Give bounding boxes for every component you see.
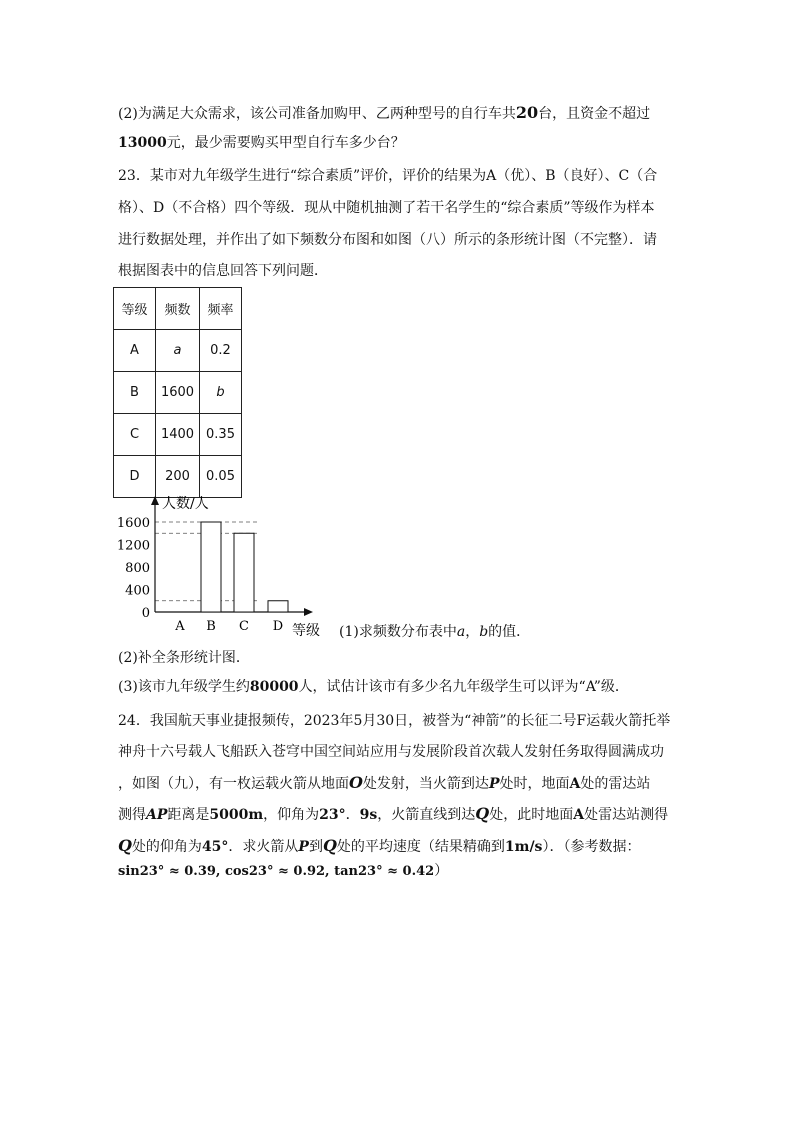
q23-part3-num: 80000 xyxy=(249,679,299,695)
table-cell: D xyxy=(114,456,156,498)
q23-part1-text: (1)求频数分布表中 xyxy=(339,624,457,640)
q23-var-b: b xyxy=(479,624,489,640)
q24-text: ） xyxy=(434,863,449,879)
table-row xyxy=(114,330,242,372)
y-tick-label: 400 xyxy=(125,583,150,599)
q23-line1: 23．某市对九年级学生进行“综合素质”评价，评价的结果为A（优）、B（良好）、C（合 xyxy=(118,168,658,184)
y-tick-label: 1600 xyxy=(116,516,150,531)
q23-line2: 格）、D（不合格）四个等级．现从中随机抽测了若干名学生的“综合素质”等级作为样本 xyxy=(118,200,655,216)
q24-text: 处的平均速度（结果精确到 xyxy=(336,839,505,855)
q23-line3: 进行数据处理，并作出了如下频数分布图和如图（八）所示的条形统计图（不完整）．请 xyxy=(118,232,657,248)
bar-chart xyxy=(110,492,340,642)
chart-y-ticks xyxy=(117,516,150,621)
q24-angle: 23° xyxy=(319,807,346,823)
y-axis-label: 人数/人 xyxy=(162,496,209,512)
frequency-table xyxy=(113,287,242,498)
table-row xyxy=(114,372,242,414)
table-cell: 0.35 xyxy=(200,414,242,456)
q24-text: 处发射，当火箭到达 xyxy=(362,776,489,792)
table-cell: 200 xyxy=(156,456,200,498)
table-header-row xyxy=(114,288,242,330)
q23-part2: (2)补全条形统计图． xyxy=(118,650,250,666)
y-axis-arrow xyxy=(151,496,159,505)
q24-point-a: A xyxy=(573,807,585,823)
chart-x-ticks xyxy=(174,619,283,634)
q24-segment-ap: AP xyxy=(146,807,168,823)
q22-money: 13000 xyxy=(118,135,167,151)
table-header-cell: 等级 xyxy=(114,288,156,330)
q23-part3 xyxy=(118,677,629,697)
x-axis-label: 等级 xyxy=(292,623,320,639)
table-cell: 1600 xyxy=(156,372,200,414)
q24-line2: 神舟十六号载人飞船跃入苍穹中国空间站应用与发展阶段首次载人发射任务取得圆满成功 xyxy=(118,744,664,760)
x-tick-label: C xyxy=(239,619,249,634)
q24-text: ．求火箭从 xyxy=(228,839,299,855)
q24-angle: 45° xyxy=(201,839,229,855)
q24-point-q: Q xyxy=(322,836,337,855)
q22-text-b: 台，且资金不超过 xyxy=(538,106,651,122)
bar-D xyxy=(268,601,288,612)
q23-part3-text-b: 人，试估计该市有多少名九年级学生可以评为“A”级． xyxy=(298,679,629,695)
q22-text-c: 元，最少需要购买甲型自行车多少台？ xyxy=(166,135,405,151)
chart-bars xyxy=(201,522,288,612)
q23-part1-text-b: 的值． xyxy=(488,624,531,640)
y-tick-label: 800 xyxy=(125,561,150,576)
table-header-cell: 频数 xyxy=(156,288,200,330)
q24-text: 到 xyxy=(308,839,323,855)
x-tick-label: B xyxy=(206,619,216,634)
bar-C xyxy=(234,533,254,612)
table-cell: a xyxy=(156,330,200,372)
table-cell: 0.2 xyxy=(200,330,242,372)
q24-line4 xyxy=(118,804,668,825)
q24-text: 处的雷达站 xyxy=(580,776,651,792)
x-tick-label: D xyxy=(272,619,284,634)
table-cell: B xyxy=(114,372,156,414)
q22-part2-line2 xyxy=(118,133,405,153)
q24-line1: 24．我国航天事业捷报频传，2023年5月30日，被誉为“神箭”的长征二号F运载火箭托举 xyxy=(118,713,671,729)
q22-part2-line1 xyxy=(118,103,650,124)
table-cell: 1400 xyxy=(156,414,200,456)
q24-text: 测得 xyxy=(118,807,146,823)
q24-text: ，如图（九），有一枚运载火箭从地面 xyxy=(118,776,349,792)
table-row xyxy=(114,414,242,456)
bar-B xyxy=(201,522,221,612)
q24-text: ，火箭直线到达 xyxy=(377,807,476,823)
y-tick-label: 0 xyxy=(141,606,150,621)
q24-point-p: P xyxy=(298,839,309,855)
table-cell: b xyxy=(200,372,242,414)
q23-part1 xyxy=(339,622,530,642)
q24-distance: 5000m xyxy=(209,807,264,823)
q24-text: ． xyxy=(345,807,360,823)
q24-line3 xyxy=(118,773,650,794)
table-cell: 0.05 xyxy=(200,456,242,498)
q23-sep: ， xyxy=(465,624,480,640)
q24-line6 xyxy=(118,861,448,882)
q24-unit: 1m/s xyxy=(504,839,543,855)
table-cell: A xyxy=(114,330,156,372)
q23-part3-text: (3)该市九年级学生约 xyxy=(118,679,250,695)
table-cell: C xyxy=(114,414,156,456)
q22-text: (2)为满足大众需求，该公司准备加购甲、乙两种型号的自行车共 xyxy=(118,106,516,122)
q24-text: 处雷达站测得 xyxy=(584,807,669,823)
y-tick-label: 1200 xyxy=(116,538,150,554)
q24-point-o: O xyxy=(349,773,363,792)
q24-time: 9s xyxy=(359,807,378,823)
q24-point-a: A xyxy=(569,776,581,792)
q23-line4: 根据图表中的信息回答下列问题． xyxy=(118,263,328,279)
chart-axes xyxy=(151,496,313,616)
q24-point-q: Q xyxy=(475,804,490,823)
q24-text: 处，此时地面 xyxy=(489,807,574,823)
table-header-cell: 频率 xyxy=(200,288,242,330)
q22-num: 20 xyxy=(515,103,539,122)
q24-text: 距离是 xyxy=(167,807,210,823)
q24-line5 xyxy=(118,836,640,857)
q24-point-p: P xyxy=(488,776,500,792)
q24-text: ，仰角为 xyxy=(263,807,320,823)
q24-text: 处时，地面 xyxy=(499,776,570,792)
q24-point-q: Q xyxy=(118,836,132,855)
q24-reference-data: sin23° ≈ 0.39, cos23° ≈ 0.92, tan23° ≈ 0.42 xyxy=(118,864,435,879)
x-tick-label: A xyxy=(175,619,185,634)
q23-var-a: a xyxy=(456,624,466,640)
x-axis-arrow xyxy=(304,608,313,616)
q24-text: 处的仰角为 xyxy=(131,839,202,855)
q24-text: ）．（参考数据： xyxy=(542,839,641,855)
